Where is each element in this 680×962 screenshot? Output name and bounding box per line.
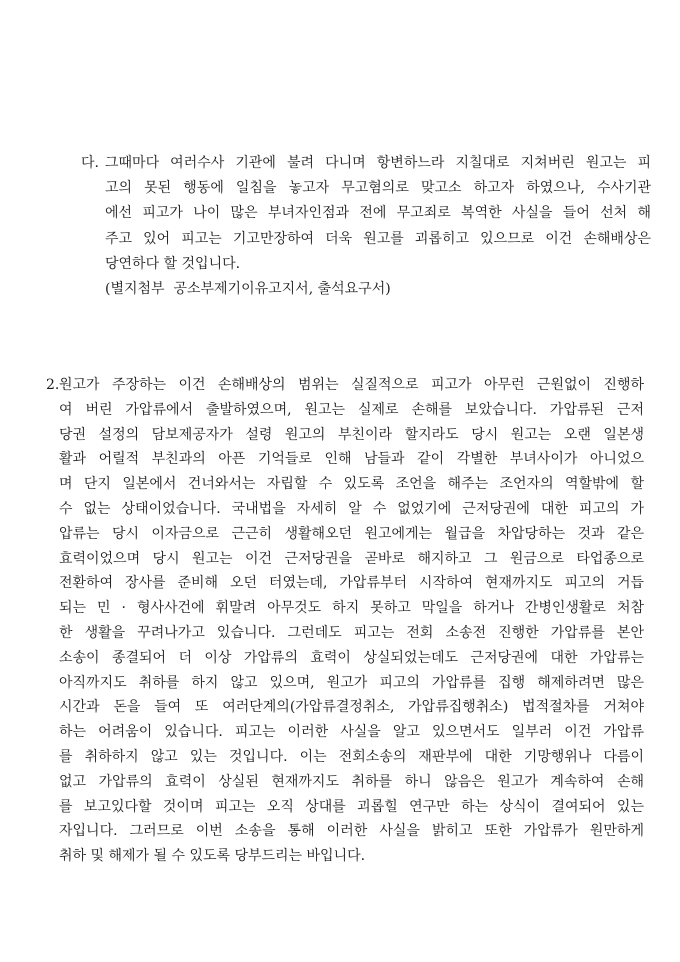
text-line: 시간과 돈을 들여 또 여러단계의(가압류결정취소, 가압류집행취소) 법적절차를 거쳐야 (59, 699, 644, 716)
text-line: 를 취하하지 않고 있는 것입니다. 이는 전회소송의 재판부에 대한 기망행위나 다름이 (59, 748, 644, 765)
text-line: 그때마다 여러수사 기관에 불려 다니며 항변하느라 지칠대로 지쳐버린 원고는 피 (105, 155, 651, 171)
text-line: 고의 못된 행동에 일침을 놓고자 무고혐의로 맞고소 하고자 하였으나, 수사기관 (105, 180, 651, 197)
text-line: 원고가 주장하는 이건 손해배상의 범위는 실질적으로 피고가 아무런 근원없이 진행하 (59, 377, 644, 393)
text-line: 없고 가압류의 효력이 상실된 현재까지도 취하를 하니 않음은 원고가 계속하여 손해 (59, 773, 644, 790)
text-line: 전환하여 장사를 준비해 오던 터였는데, 가압류부터 시작하여 현재까지도 피고의 거듭 (59, 575, 644, 592)
text-line: 에선 피고가 나이 많은 부녀자인점과 전에 무고죄로 복역한 사실을 들어 선처 해 (105, 205, 651, 222)
text-line: 취하 및 해제가 될 수 있도록 당부드리는 바입니다. (59, 848, 366, 865)
paragraph-2-marker: 2. (46, 377, 60, 393)
paragraph-2 (46, 373, 644, 869)
text-line: 당권 설정의 담보제공자가 설령 원고의 부친이라 할지라도 당시 원고는 오랜 일본생 (59, 426, 644, 443)
text-line: 한 생활을 꾸려나가고 있습니다. 그런데도 피고는 전회 소송전 진행한 가압류를 본안 (59, 624, 644, 641)
text-line: 효력이었으며 당시 원고는 이건 근저당권을 곧바로 해지하고 그 원금으로 타업종으로 (59, 550, 644, 567)
paragraph-da-marker: 다. (81, 155, 99, 171)
text-line: 주고 있어 피고는 기고만장하여 더욱 원고를 괴롭히고 있으므로 이건 손해배상은 (105, 230, 651, 247)
text-line: 하는 어려움이 있습니다. 피고는 이러한 사실을 알고 있으면서도 일부러 이건 가압류 (59, 724, 644, 741)
text-line: 며 단지 일본에서 건너와서는 자립할 수 있도록 조언을 해주는 조언자의 역할밖에 할 (59, 476, 644, 493)
attachment-note: (별지첨부 공소부제기이유고지서, 출석요구서) (105, 281, 391, 298)
text-line: 압류는 당시 이자금으로 근근히 생활해오던 원고에게는 월급을 차압당하는 것과 같은 (59, 525, 644, 542)
text-line: 활과 어릴적 부친과의 아픈 기억들로 인해 남들과 같이 각별한 부녀사이가 아니었으 (59, 451, 644, 468)
text-line: 소송이 종결되어 더 이상 가압류의 효력이 상실되었는데도 근저당권에 대한 가압류는 (59, 649, 644, 666)
text-line: 당연하다 할 것입니다. (105, 255, 241, 272)
paragraph-da (81, 151, 651, 302)
text-line: 를 보고있다할 것이며 피고는 오직 상대를 괴롭힐 연구만 하는 상식이 결여되어 있는 (59, 798, 644, 815)
text-line: 자입니다. 그러므로 이번 소송을 통해 이러한 사실을 밝히고 또한 가압류가 원만하게 (59, 823, 644, 840)
text-line: 되는 민 · 형사사건에 휘말려 아무것도 하지 못하고 막일을 하거나 간병인생활로 처참 (59, 600, 644, 617)
text-line: 아직까지도 취하를 하지 않고 있으며, 원고가 피고의 가압류를 집행 해제하려면 많은 (59, 674, 644, 691)
text-line: 수 없는 상태이었습니다. 국내법을 자세히 알 수 없었기에 근저당권에 대한 피고의 가 (59, 500, 644, 517)
text-line: 여 버린 가압류에서 출발하였으며, 원고는 실제로 손해를 보았습니다. 가압류된 근저 (59, 401, 644, 418)
